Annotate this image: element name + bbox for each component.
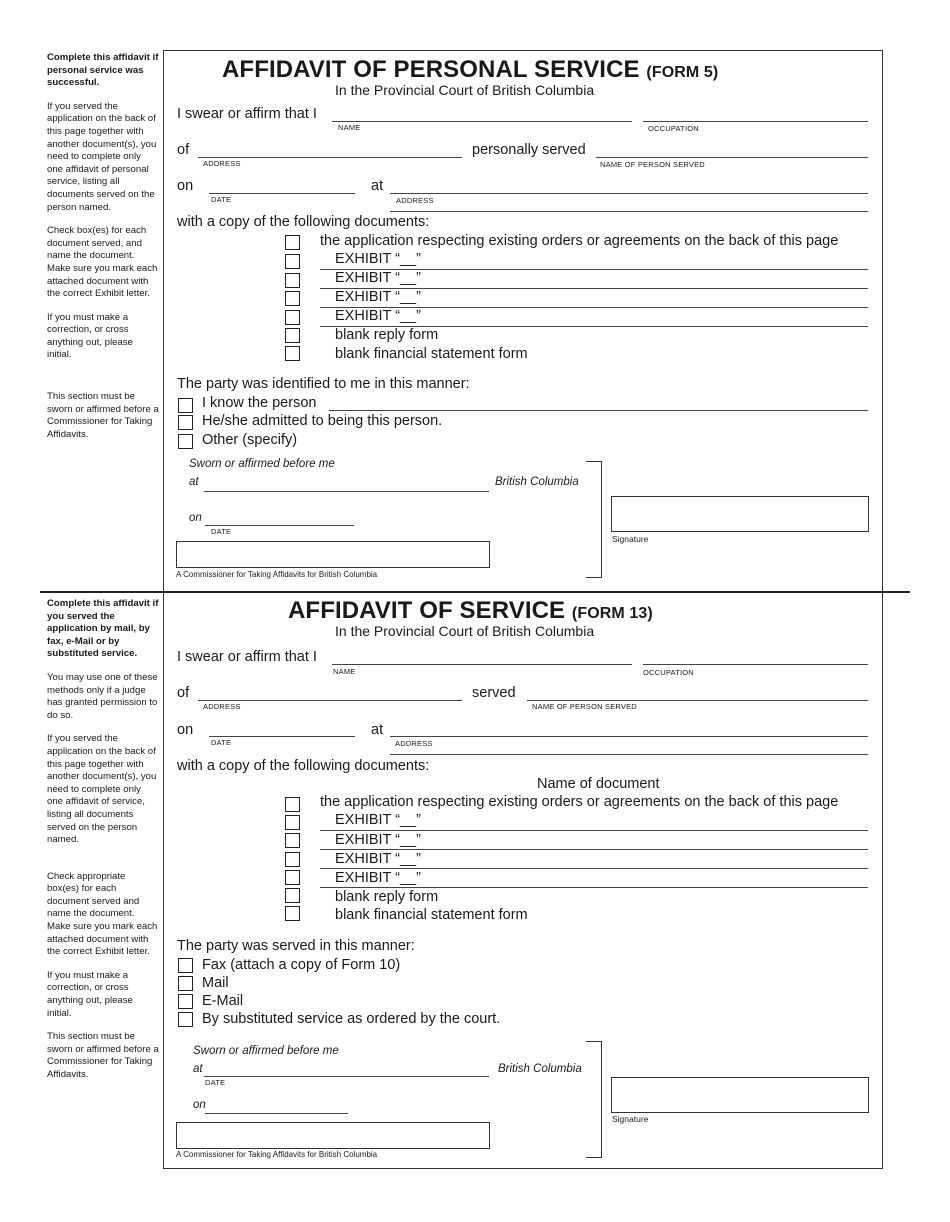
form5-commissioner-label: A Commissioner for Taking Affidavits for British Columbia xyxy=(176,570,378,579)
form13-name-field[interactable] xyxy=(332,664,632,665)
form13-sworn-at-field[interactable] xyxy=(204,1076,489,1077)
form5-title xyxy=(222,56,718,84)
form13-doc-exhibit-3: EXHIBIT “__” xyxy=(335,851,421,867)
form5-bracket xyxy=(586,461,602,578)
form13-occupation-caption: OCCUPATION xyxy=(643,668,694,677)
form13-instruction-4: Check appropriate box(es) for each document served and name the document. Make sure you mark each attached document with the correct Exhibit letter. xyxy=(47,870,158,958)
form13-subtitle: In the Provincial Court of British Columbia xyxy=(335,623,595,639)
form13-exhibit-4-line[interactable] xyxy=(320,887,868,888)
form5-form-number: (FORM 5) xyxy=(646,64,719,81)
form13-sworn-at: at xyxy=(193,1063,203,1075)
form5-know-person-field[interactable] xyxy=(329,410,868,411)
form13-signature-box[interactable] xyxy=(611,1077,869,1113)
form13-doc-exhibit-4: EXHIBIT “__” xyxy=(335,870,421,886)
form5-at-address-field-2[interactable] xyxy=(390,211,868,212)
form13-date-field[interactable] xyxy=(209,736,355,737)
form13-doc-checkbox-exhibit-4[interactable] xyxy=(285,870,300,885)
form5-swear-label: I swear or affirm that I xyxy=(177,106,317,122)
form13-doc-checkbox-exhibit-2[interactable] xyxy=(285,833,300,848)
form13-person-served-field[interactable] xyxy=(527,700,868,701)
form5-sworn-date-field[interactable] xyxy=(205,525,354,526)
form5-instructions xyxy=(47,52,159,452)
form13-title-text: AFFIDAVIT OF SERVICE xyxy=(288,597,566,624)
form5-doc-application: the application respecting existing orders or agreements on the back of this page xyxy=(320,233,839,249)
form13-commissioner-box[interactable] xyxy=(176,1122,490,1149)
form13-name-of-document: Name of document xyxy=(537,776,660,792)
form5-doc-reply: blank reply form xyxy=(335,327,439,343)
form5-british-columbia: British Columbia xyxy=(495,476,579,488)
form5-subtitle: In the Provincial Court of British Columbia xyxy=(335,82,595,98)
form5-person-served-caption: NAME OF PERSON SERVED xyxy=(600,160,705,169)
form5-at-address-caption: ADDRESS xyxy=(396,196,434,205)
form5-occupation-field[interactable] xyxy=(643,121,868,122)
form5-sworn-at: at xyxy=(189,476,199,488)
form13-address-field[interactable] xyxy=(198,700,462,701)
form5-id-checkbox-admitted[interactable] xyxy=(178,415,193,430)
form5-instruction-1: Complete this affidavit if personal service was successful. xyxy=(47,52,159,89)
form13-doc-checkbox-reply[interactable] xyxy=(285,888,300,903)
form13-method-checkbox-fax[interactable] xyxy=(178,958,193,973)
form5-doc-checkbox-exhibit-1[interactable] xyxy=(285,254,300,269)
form5-doc-checkbox-financial[interactable] xyxy=(285,346,300,361)
form13-address-caption: ADDRESS xyxy=(203,702,241,711)
form13-commissioner-label: A Commissioner for Taking Affidavits for British Columbia xyxy=(176,1150,378,1159)
form5-id-checkbox-other[interactable] xyxy=(178,434,193,449)
form13-method-mail: Mail xyxy=(202,975,229,991)
form5-identified-label: The party was identified to me in this manner: xyxy=(177,376,470,392)
form5-sworn-date-caption: DATE xyxy=(211,527,232,536)
form13-doc-checkbox-application[interactable] xyxy=(285,797,300,812)
form13-right-border xyxy=(882,593,883,1169)
form5-doc-checkbox-application[interactable] xyxy=(285,235,300,250)
form13-name-caption: NAME xyxy=(333,667,356,676)
form5-name-caption: NAME xyxy=(338,123,361,132)
form5-left-border xyxy=(163,50,164,592)
form5-instruction-4: If you must make a correction, or cross anything out, please initial. xyxy=(47,311,133,361)
form5-id-know: I know the person xyxy=(202,395,317,411)
form5-at-label: at xyxy=(371,178,384,194)
form13-doc-exhibit-1: EXHIBIT “__” xyxy=(335,812,421,828)
form13-method-fax: Fax (attach a copy of Form 10) xyxy=(202,957,401,973)
form5-sworn-before: Sworn or affirmed before me xyxy=(189,458,335,470)
form5-date-caption: DATE xyxy=(211,195,232,204)
form13-instruction-3: If you served the application on the back of this page together with another document(s), you need to complete only one affidavit of service, listing all documents served on the person named. xyxy=(47,733,157,846)
form5-of-label: of xyxy=(177,142,190,158)
form13-doc-financial: blank financial statement form xyxy=(335,907,528,923)
form13-sworn-on: on xyxy=(193,1099,206,1111)
form5-doc-checkbox-reply[interactable] xyxy=(285,328,300,343)
form13-doc-checkbox-financial[interactable] xyxy=(285,906,300,921)
form13-swear-label: I swear or affirm that I xyxy=(177,649,317,665)
form5-sworn-on: on xyxy=(189,512,202,524)
form13-doc-application: the application respecting existing orders or agreements on the back of this page xyxy=(320,794,839,810)
form5-doc-exhibit-2: EXHIBIT “__” xyxy=(335,270,421,286)
form13-bracket xyxy=(586,1041,602,1158)
form13-exhibit-1-line[interactable] xyxy=(320,830,868,831)
form5-signature-box[interactable] xyxy=(611,496,869,532)
form13-instruction-1: Complete this affidavit if you served the application by mail, by fax, e-Mail or by substituted service. xyxy=(47,598,159,660)
form5-doc-checkbox-exhibit-3[interactable] xyxy=(285,291,300,306)
form13-method-substituted: By substituted service as ordered by the court. xyxy=(202,1011,501,1027)
form5-with-copy-label: with a copy of the following documents: xyxy=(177,214,430,230)
form13-instructions xyxy=(47,598,159,1093)
form5-id-admitted: He/she admitted to being this person. xyxy=(202,413,443,429)
section-divider xyxy=(40,591,910,593)
form13-date-caption: DATE xyxy=(211,738,232,747)
form13-method-checkbox-email[interactable] xyxy=(178,994,193,1009)
form5-doc-exhibit-3: EXHIBIT “__” xyxy=(335,289,421,305)
form13-occupation-field[interactable] xyxy=(643,664,868,665)
form13-instruction-5: If you must make a correction, or cross anything out, please initial. xyxy=(47,969,133,1019)
form5-commissioner-box[interactable] xyxy=(176,541,490,568)
form13-doc-checkbox-exhibit-1[interactable] xyxy=(285,815,300,830)
form13-method-checkbox-substituted[interactable] xyxy=(178,1012,193,1027)
form5-date-field[interactable] xyxy=(209,193,355,194)
form5-id-other: Other (specify) xyxy=(202,432,298,448)
form13-person-served-caption: NAME OF PERSON SERVED xyxy=(532,702,637,711)
form5-name-field[interactable] xyxy=(332,121,632,122)
form5-doc-exhibit-4: EXHIBIT “__” xyxy=(335,308,421,324)
form5-doc-checkbox-exhibit-2[interactable] xyxy=(285,273,300,288)
form5-top-border xyxy=(163,50,883,51)
form13-doc-reply: blank reply form xyxy=(335,889,439,905)
form5-instruction-3: Check box(es) for each document served, and name the document. Make sure you mark each attached document with the correct Exhibit letter. xyxy=(47,225,158,300)
form5-instruction-2: If you served the application on the back of this page together with another document(s), you need to complete only one affidavit of personal service, listing all documents served on the person named. xyxy=(47,100,157,213)
form13-british-columbia: British Columbia xyxy=(498,1063,582,1075)
form13-title xyxy=(288,597,653,625)
form13-served-label: served xyxy=(472,685,516,701)
form5-address-caption: ADDRESS xyxy=(203,159,241,168)
form5-instruction-5: This section must be sworn or affirmed before a Commissioner for Taking Affidavits. xyxy=(47,391,159,440)
form13-of-label: of xyxy=(177,685,190,701)
form5-on-label: on xyxy=(177,178,194,194)
form5-title-text: AFFIDAVIT OF PERSONAL SERVICE xyxy=(222,56,640,83)
form5-person-served-field[interactable] xyxy=(596,157,868,158)
form13-at-address-caption: ADDRESS xyxy=(395,739,433,748)
form13-sworn-date-caption: DATE xyxy=(205,1078,226,1087)
form5-signature-label: Signature xyxy=(612,534,649,544)
form13-exhibit-2-line[interactable] xyxy=(320,849,868,850)
form13-exhibit-3-line[interactable] xyxy=(320,868,868,869)
form5-sworn-at-field[interactable] xyxy=(204,491,489,492)
form5-address-field[interactable] xyxy=(198,157,462,158)
form5-occupation-caption: OCCUPATION xyxy=(648,124,699,133)
form13-served-manner-label: The party was served in this manner: xyxy=(177,938,415,954)
form5-right-border xyxy=(882,50,883,592)
form13-instruction-2: You may use one of these methods only if a judge has granted permission to do so. xyxy=(47,671,158,721)
form13-on-label: on xyxy=(177,722,194,738)
form13-bottom-border xyxy=(163,1168,883,1169)
form5-personally-served-label: personally served xyxy=(472,142,586,158)
form5-doc-checkbox-exhibit-4[interactable] xyxy=(285,310,300,325)
form13-with-copy-label: with a copy of the following documents: xyxy=(177,758,430,774)
form13-sworn-date-field[interactable] xyxy=(205,1113,348,1114)
form5-id-checkbox-know[interactable] xyxy=(178,398,193,413)
form5-doc-exhibit-1: EXHIBIT “__” xyxy=(335,251,421,267)
form13-at-address-field-2[interactable] xyxy=(390,754,868,755)
form13-form-number: (FORM 13) xyxy=(571,605,653,622)
form5-at-address-field[interactable] xyxy=(390,193,868,194)
form13-method-email: E-Mail xyxy=(202,993,244,1009)
form13-sworn-before: Sworn or affirmed before me xyxy=(193,1045,339,1057)
form13-instruction-6: This section must be sworn or affirmed before a Commissioner for Taking Affidavits. xyxy=(47,1031,159,1080)
form13-doc-exhibit-2: EXHIBIT “__” xyxy=(335,832,421,848)
form13-left-border xyxy=(163,593,164,1169)
form5-doc-financial: blank financial statement form xyxy=(335,346,528,362)
form13-method-checkbox-mail[interactable] xyxy=(178,976,193,991)
form13-signature-label: Signature xyxy=(612,1114,649,1124)
form13-doc-checkbox-exhibit-3[interactable] xyxy=(285,852,300,867)
form13-at-address-field[interactable] xyxy=(390,736,868,737)
form13-at-label: at xyxy=(371,722,384,738)
